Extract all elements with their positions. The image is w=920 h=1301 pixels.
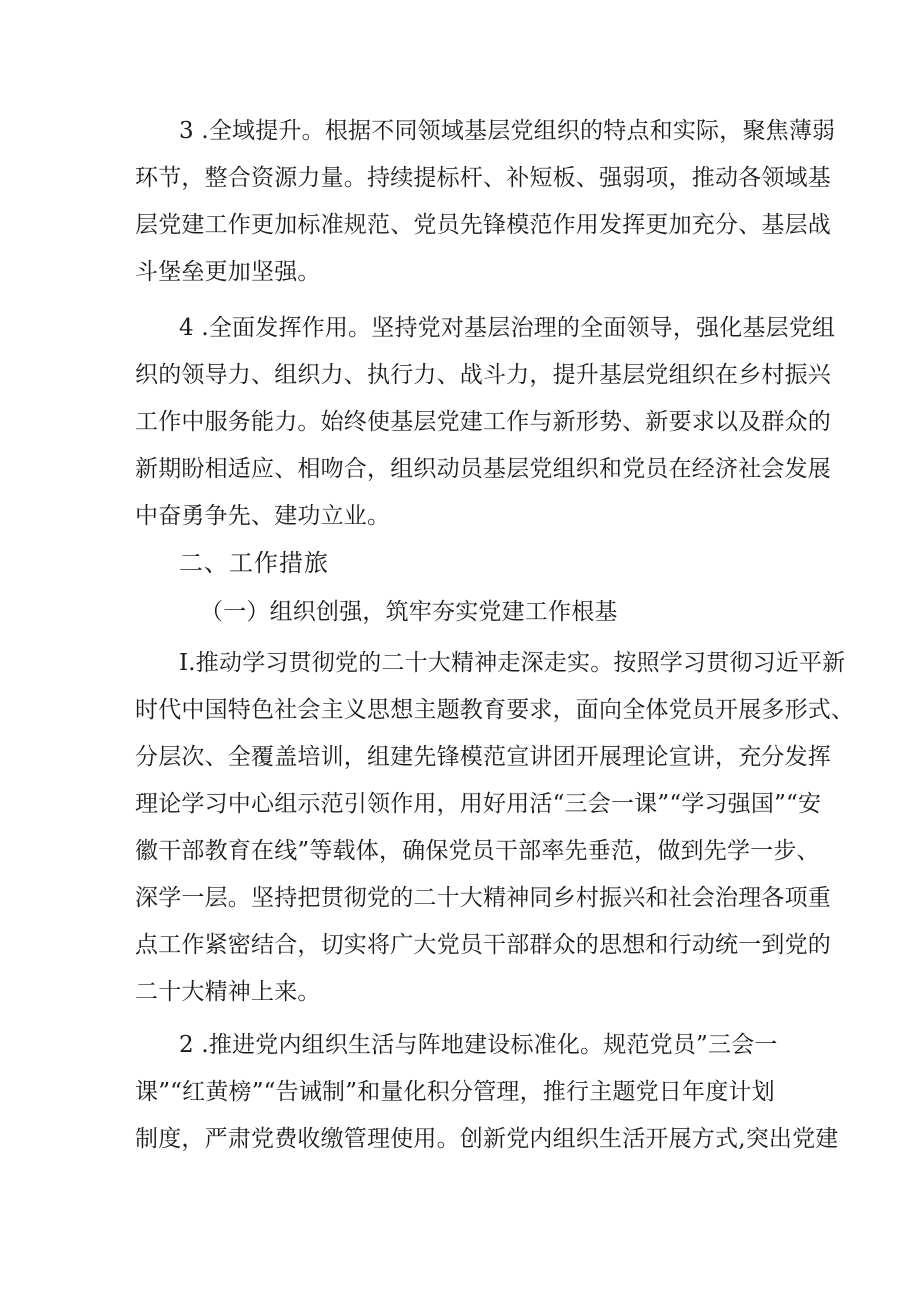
paragraph-line: I.推动学习贯彻党的二十大精神走深走实。按照学习贯彻习近平新 bbox=[179, 650, 846, 676]
paragraph-line: 2 .推进党内组织生活与阵地建设标准化。规范党员”三会一 bbox=[179, 1032, 778, 1058]
paragraph-line: 中奋勇争先、建功立业。 bbox=[135, 503, 391, 529]
paragraph-line: 层党建工作更加标准规范、党员先锋模范作用发挥更加充分、基层战 bbox=[135, 212, 831, 238]
paragraph-line: 工作中服务能力。始终使基层党建工作与新形势、新要求以及群众的 bbox=[135, 409, 831, 435]
paragraph-line: 新期盼相适应、相吻合，组织动员基层党组织和党员在经济社会发展 bbox=[135, 456, 831, 482]
paragraph-line: 斗堡垒更加坚强。 bbox=[135, 259, 321, 285]
paragraph-line: 时代中国特色社会主义思想主题教育要求，面向全体党员开展多形式、 bbox=[135, 697, 855, 723]
paragraph-line: 二十大精神上来。 bbox=[135, 979, 321, 1005]
paragraph-line: 课”“红黄榜”“告诫制”和量化积分管理，推行主题党日年度计划 bbox=[135, 1079, 775, 1105]
paragraph-line: 环节，整合资源力量。持续提标杆、补短板、强弱项，推动各领域基 bbox=[135, 165, 831, 191]
paragraph-line: 3 .全域提升。根据不同领域基层党组织的特点和实际，聚焦薄弱 bbox=[179, 118, 836, 144]
subsection-heading: （一）组织创强，筑牢夯实党建工作根基 bbox=[200, 599, 618, 625]
paragraph-line: 深学一层。坚持把贯彻党的二十大精神同乡村振兴和社会治理各项重 bbox=[135, 885, 831, 911]
paragraph-line: 理论学习中心组示范引领作用，用好用活“三会一课”“学习强国”“安 bbox=[135, 791, 822, 817]
paragraph-line: 分层次、全覆盖培训，组建先锋模范宣讲团开展理论宣讲，充分发挥 bbox=[135, 744, 831, 770]
paragraph-line: 4 .全面发挥作用。坚持党对基层治理的全面领导，强化基层党组 bbox=[179, 315, 836, 341]
paragraph-line: 制度，严肃党费收缴管理使用。创新党内组织生活开展方式,突出党建 bbox=[135, 1126, 839, 1152]
paragraph-line: 点工作紧密结合，切实将广大党员干部群众的思想和行动统一到党的 bbox=[135, 932, 831, 958]
paragraph-line: 织的领导力、组织力、执行力、战斗力，提升基层党组织在乡村振兴 bbox=[135, 362, 831, 388]
paragraph-line: 徽干部教育在线”等载体，确保党员干部率先垂范，做到先学一步、 bbox=[135, 838, 820, 864]
section-heading: 二、工作措旅 bbox=[179, 549, 329, 577]
